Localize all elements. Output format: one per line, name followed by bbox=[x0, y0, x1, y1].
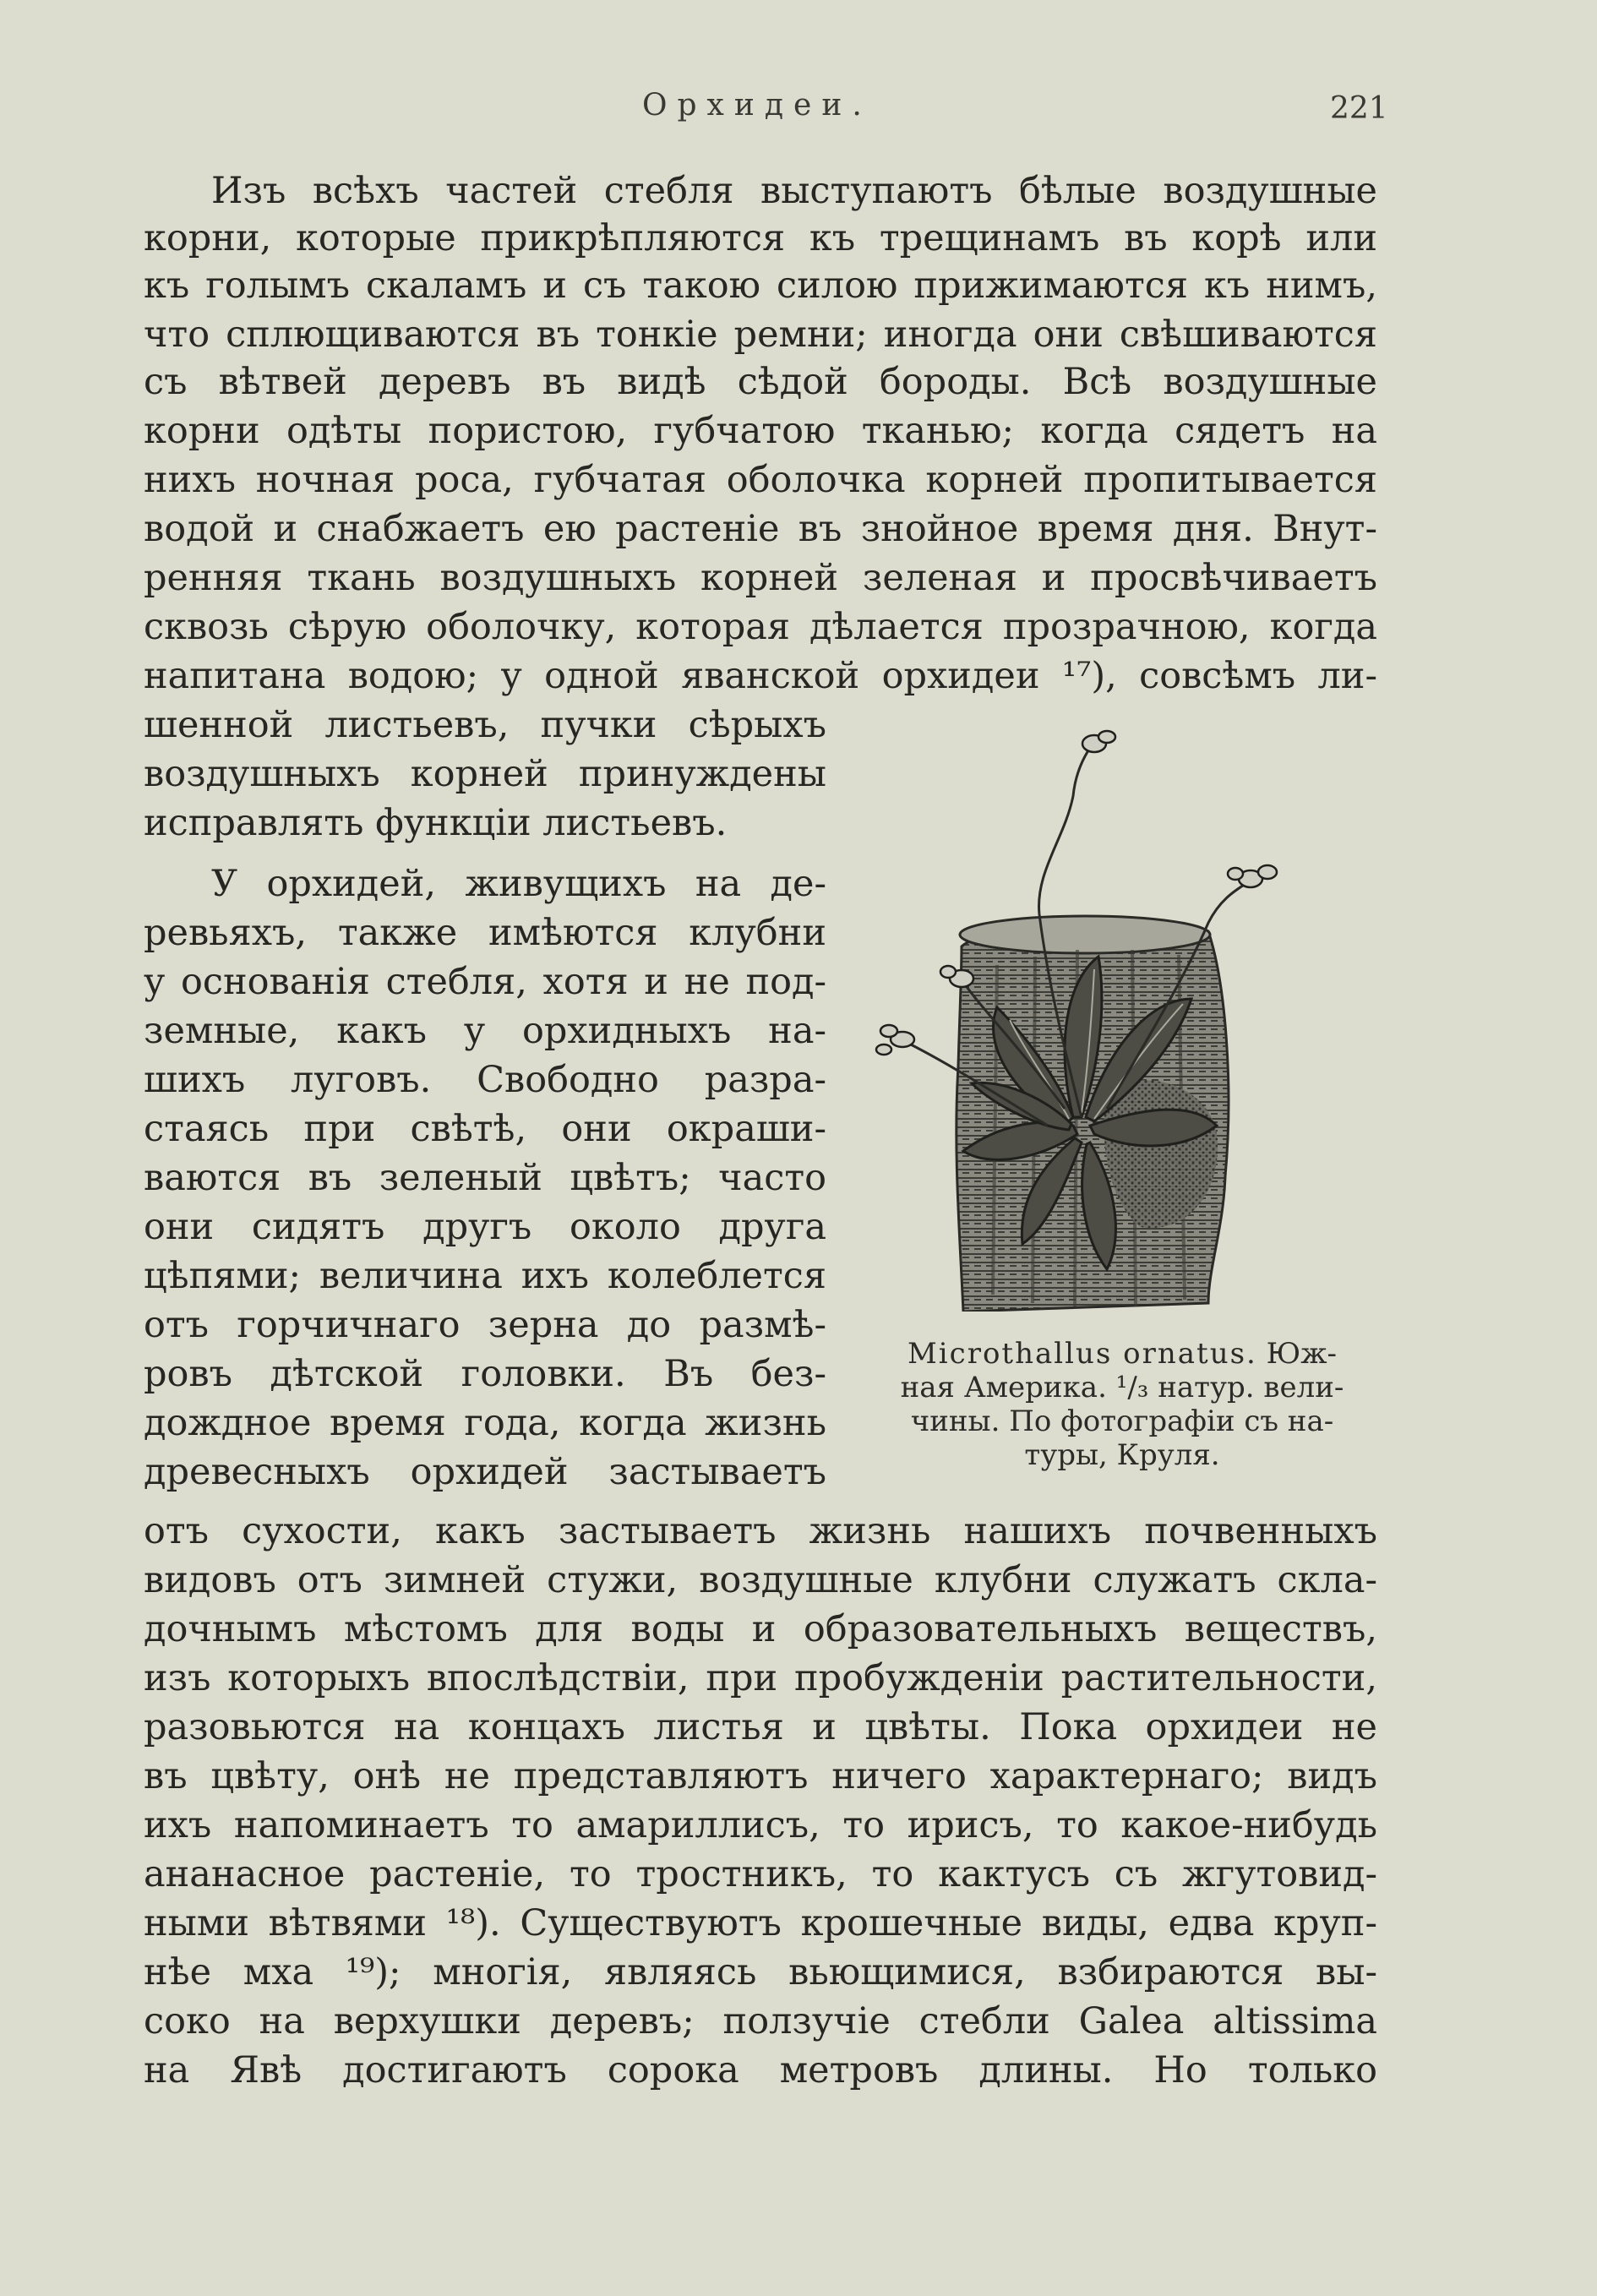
figure-caption bbox=[853, 1337, 1391, 1472]
text-line: воздушныхъ корней принуждены bbox=[144, 753, 826, 795]
text-line: сквозь сѣрую оболочку, которая дѣлается прозрачною, когда bbox=[144, 606, 1377, 648]
text-line: у основанія стебля, хотя и не под- bbox=[144, 961, 826, 1003]
text-line: изъ которыхъ впослѣдствіи, при пробужденіи растительности, bbox=[144, 1657, 1377, 1699]
text-line: У орхидей, живущихъ на де- bbox=[211, 863, 826, 905]
text-line: дочнымъ мѣстомъ для воды и образовательныхъ веществъ, bbox=[144, 1608, 1377, 1650]
orchid-illustration-icon bbox=[853, 728, 1391, 1312]
text-line: они сидятъ другъ около друга bbox=[144, 1206, 826, 1248]
text-line: на Явѣ достигаютъ сорока метровъ длины. Но только bbox=[144, 2049, 1377, 2091]
running-title: Орхидеи. bbox=[642, 88, 872, 123]
text-line: ананасное растеніе, то тростникъ, то кактусъ съ жгутовид- bbox=[144, 1853, 1377, 1895]
text-line: въ цвѣту, онѣ не представляютъ ничего характернаго; видъ bbox=[144, 1755, 1377, 1797]
text-line: отъ сухости, какъ застываетъ жизнь нашихъ почвенныхъ bbox=[144, 1510, 1377, 1552]
text-line: напитана водою; у одной яванской орхидеи ¹⁷), совсѣмъ ли- bbox=[144, 655, 1377, 697]
text-line: ихъ напоминаетъ то амариллисъ, то ирисъ, то какое-нибудь bbox=[144, 1804, 1377, 1846]
text-line: исправлять функціи листьевъ. bbox=[144, 802, 728, 844]
text-line: соко на верхушки деревъ; ползучіе стебли Galea altissima bbox=[144, 2000, 1377, 2042]
text-line: стаясь при свѣтѣ, они окраши- bbox=[144, 1108, 826, 1150]
page-header bbox=[0, 88, 1597, 139]
text-line: водой и снабжаетъ ею растеніе въ знойное время дня. Внут- bbox=[144, 508, 1377, 550]
text-line: съ вѣтвей деревъ въ видѣ сѣдой бороды. Всѣ воздушные bbox=[144, 361, 1377, 403]
text-line: ваются въ зеленый цвѣтъ; часто bbox=[144, 1157, 826, 1199]
text-line: корни одѣты пористою, губчатою тканью; когда сядетъ на bbox=[144, 410, 1377, 452]
text-line: шихъ луговъ. Свободно разра- bbox=[144, 1059, 826, 1101]
text-line: видовъ отъ зимней стужи, воздушные клубни служатъ скла- bbox=[144, 1559, 1377, 1601]
text-line: разовьются на концахъ листья и цвѣты. Пока орхидеи не bbox=[144, 1706, 1377, 1748]
caption-line bbox=[853, 1337, 1391, 1371]
text-line: корни, которые прикрѣпляются къ трещинамъ въ корѣ или bbox=[144, 217, 1377, 259]
caption-line: чины. По фотографіи съ на- bbox=[910, 1404, 1334, 1438]
text-line: земные, какъ у орхидныхъ на- bbox=[144, 1010, 826, 1052]
text-line: цѣпями; величина ихъ колеблется bbox=[144, 1255, 826, 1297]
text-line: ревьяхъ, также имѣются клубни bbox=[144, 912, 826, 954]
text-line: что сплющиваются въ тонкіе ремни; иногда они свѣшиваются bbox=[144, 314, 1377, 356]
caption-line: туры, Круля. bbox=[1024, 1438, 1220, 1472]
text-line: ровъ дѣтской головки. Въ без- bbox=[144, 1353, 826, 1395]
text-line: древесныхъ орхидей застываетъ bbox=[144, 1451, 826, 1493]
caption-species-name: Microthallus ornatus. bbox=[907, 1337, 1257, 1371]
text-line: отъ горчичнаго зерна до размѣ- bbox=[144, 1304, 826, 1346]
text-line: нѣе мха ¹⁹); многія, являясь вьющимися, взбираются вы- bbox=[144, 1951, 1377, 1993]
page-number: 221 bbox=[1330, 91, 1388, 126]
text-line: ными вѣтвями ¹⁸). Существуютъ крошечные виды, едва круп- bbox=[144, 1902, 1377, 1944]
text-line: Изъ всѣхъ частей стебля выступаютъ бѣлые воздушные bbox=[211, 170, 1377, 212]
text-line: къ голымъ скаламъ и съ такою силою прижимаются къ нимъ, bbox=[144, 265, 1377, 307]
caption-line: ная Америка. ¹/₃ натур. вели- bbox=[900, 1371, 1344, 1404]
figure bbox=[853, 728, 1391, 1481]
text-line: шенной листьевъ, пучки сѣрыхъ bbox=[144, 704, 826, 746]
text-line: нихъ ночная роса, губчатая оболочка корней пропитывается bbox=[144, 459, 1377, 501]
text-line: дождное время года, когда жизнь bbox=[144, 1402, 826, 1444]
caption-text: Юж- bbox=[1256, 1337, 1338, 1371]
text-line: ренняя ткань воздушныхъ корней зеленая и просвѣчиваетъ bbox=[144, 557, 1377, 599]
